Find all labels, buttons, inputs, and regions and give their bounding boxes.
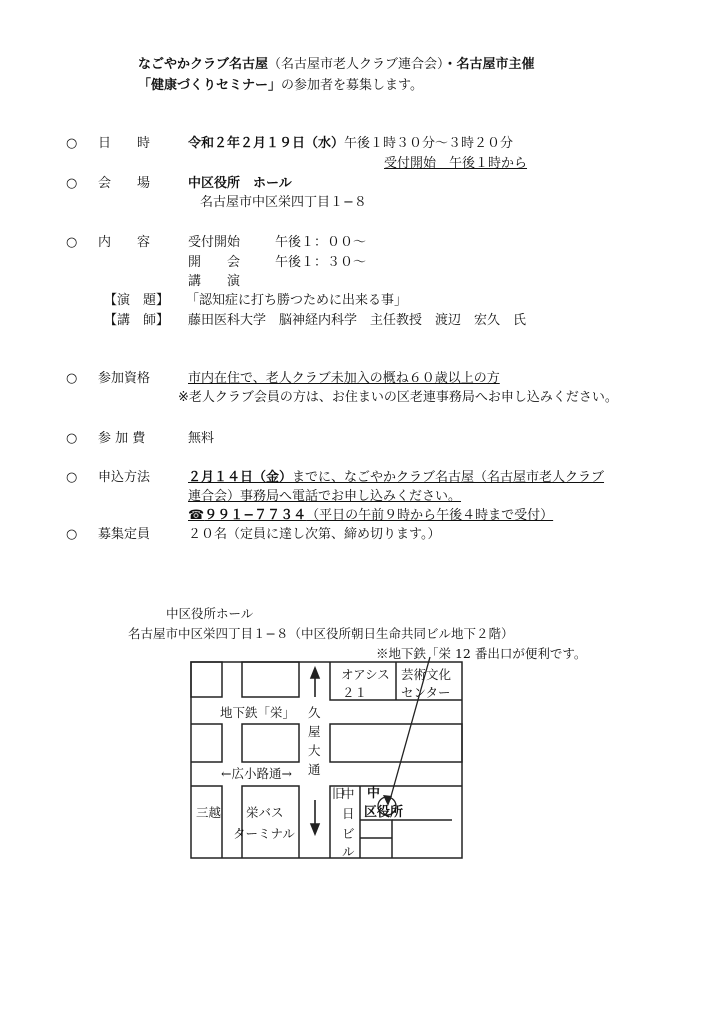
speaker-name: 藤田医科大学 脳神経内科学 主任教授 渡辺 宏久 氏 bbox=[188, 313, 527, 328]
map-label-oasis-num: ２１ bbox=[342, 685, 368, 700]
event-time: 午後１時３０分〜３時２０分 bbox=[344, 136, 514, 151]
program-row-name: 講 演 bbox=[188, 274, 241, 289]
map-label-naka-bldg: 中 bbox=[342, 786, 355, 801]
venue-name: 中区役所 ホール bbox=[188, 176, 292, 191]
eligibility-label: 参加資格 bbox=[98, 371, 151, 386]
seminar-title: 「健康づくりセミナー」 bbox=[138, 78, 282, 93]
apply-text-2: 連合会）事務局へ電話でお申し込みください。 bbox=[188, 489, 462, 504]
map-block bbox=[330, 724, 462, 762]
map-block bbox=[191, 662, 222, 697]
phone-icon: ☎ bbox=[188, 508, 205, 523]
speaker-label: 【講 師】 bbox=[104, 313, 170, 328]
map-label-hisaya: 久 bbox=[308, 705, 321, 720]
apply-bullet: ○ bbox=[66, 470, 78, 485]
map-label-ward-naka: 中 bbox=[367, 786, 381, 801]
organizer-name: なごやかクラブ名古屋 bbox=[138, 57, 269, 72]
program-row-value: 午後１：３０〜 bbox=[275, 255, 367, 270]
fee-text: 無料 bbox=[188, 431, 215, 446]
apply-deadline: ２月１４日（金） bbox=[188, 470, 293, 485]
south-arrow-icon bbox=[311, 824, 319, 834]
map-label-naka-bldg: ル bbox=[342, 844, 355, 859]
eligibility-text: 市内在住で、老人クラブ未加入の概ね６０歳以上の方 bbox=[188, 371, 500, 386]
content-label: 内 容 bbox=[98, 235, 151, 250]
reception-time: 受付開始 午後１時から bbox=[384, 156, 528, 171]
map-label-subway: 地下鉄「栄」 bbox=[220, 705, 296, 720]
map-block bbox=[242, 786, 299, 858]
map-label-hisaya: 屋 bbox=[308, 724, 321, 739]
map-label-oasis: オアシス bbox=[341, 667, 390, 682]
map-label-ward-office: 区役所 bbox=[364, 805, 404, 820]
program-row-name: 受付開始 bbox=[188, 235, 241, 250]
fee-bullet: ○ bbox=[66, 431, 78, 446]
capacity-label: 募集定員 bbox=[98, 527, 151, 542]
venue-address: 名古屋市中区栄四丁目１−８ bbox=[200, 195, 367, 210]
theme-label: 【演 題】 bbox=[104, 293, 170, 308]
map-label-mitsukoshi: 三越 bbox=[196, 805, 222, 820]
venue-label: 会 場 bbox=[98, 176, 151, 191]
map-block bbox=[191, 724, 222, 762]
map-label-old-nichi: 日 bbox=[342, 806, 355, 821]
map-block bbox=[191, 786, 222, 858]
map-note: ※地下鉄「栄 12 番出口が便利です。 bbox=[376, 646, 587, 661]
north-arrow-icon bbox=[311, 668, 319, 678]
program-row-name: 開 会 bbox=[188, 255, 241, 270]
map-label-naka-bldg: ビ bbox=[342, 826, 355, 841]
venue-bullet: ○ bbox=[66, 176, 78, 191]
co-organizer: ・名古屋市主催 bbox=[443, 57, 535, 72]
map-label-arts-center: センター bbox=[401, 685, 451, 700]
map-label-hirokoji: ←広小路通→ bbox=[221, 766, 292, 781]
map-label-hisaya: 通 bbox=[308, 762, 321, 777]
map-address: 名古屋市中区栄四丁目１−８（中区役所朝日生命共同ビル地下２階） bbox=[128, 626, 514, 641]
map-title: 中区役所ホール bbox=[166, 606, 254, 621]
map-block bbox=[242, 724, 299, 762]
recruit-text: の参加者を募集します。 bbox=[281, 78, 423, 93]
map-label-bus-terminal: ターミナル bbox=[233, 826, 295, 841]
map-label-old: 旧 bbox=[332, 786, 345, 801]
capacity-text: ２０名（定員に達し次第、締め切ります。） bbox=[188, 527, 441, 542]
map-label-arts: 芸術文化 bbox=[401, 667, 452, 682]
date-bullet: ○ bbox=[66, 136, 78, 151]
apply-label: 申込方法 bbox=[98, 470, 151, 485]
phone-number: ９９１−７７３４ bbox=[204, 508, 307, 523]
capacity-bullet: ○ bbox=[66, 527, 78, 542]
fee-label: 参 加 費 bbox=[98, 431, 146, 446]
map-label-hisaya: 大 bbox=[308, 743, 321, 758]
eligibility-bullet: ○ bbox=[66, 371, 78, 386]
map-label-bus: 栄バス bbox=[246, 805, 284, 820]
phone-hours: （平日の午前９時から午後４時まで受付） bbox=[306, 508, 554, 523]
map-block bbox=[360, 820, 392, 858]
content-bullet: ○ bbox=[66, 235, 78, 250]
organizer-paren: （名古屋市老人クラブ連合会） bbox=[268, 57, 444, 72]
date-label: 日 時 bbox=[98, 136, 151, 151]
lecture-theme: 「認知症に打ち勝つために出来る事」 bbox=[186, 293, 408, 308]
program-row-value: 午後１：００〜 bbox=[275, 235, 367, 250]
apply-text-1: までに、なごやかクラブ名古屋（名古屋市老人クラブ bbox=[292, 470, 605, 485]
map-block bbox=[242, 662, 299, 697]
event-date: 令和２年２月１９日（水） bbox=[188, 136, 345, 151]
eligibility-note: ※老人クラブ会員の方は、お住まいの区老連事務局へお申し込みください。 bbox=[178, 390, 618, 405]
